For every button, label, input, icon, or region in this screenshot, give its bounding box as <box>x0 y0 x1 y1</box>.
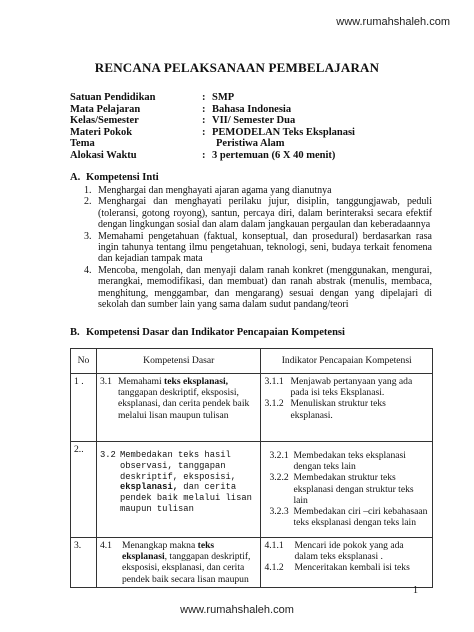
list-item <box>84 231 432 265</box>
colon: : <box>202 115 206 126</box>
indicator-text: Mencari ide pokok yang ada dalam teks eksplanasi . <box>294 540 404 563</box>
table-header-row <box>71 349 433 374</box>
kd-code: 3.1 <box>99 376 112 387</box>
row-number: 3. <box>71 538 97 588</box>
kd-text <box>118 376 258 421</box>
section-b-heading <box>70 327 345 338</box>
item-number: 2. <box>84 196 92 208</box>
identity-value: VII/ Semester Dua <box>212 115 296 126</box>
indicator-entry <box>264 398 429 420</box>
kd-emphasis: teks eksplanasi <box>121 540 215 563</box>
section-letter: A. <box>70 172 81 183</box>
indicator-entry <box>264 562 429 573</box>
indicator-cell <box>261 442 433 538</box>
kompetensi-inti-list <box>84 185 432 310</box>
page-number: 1 <box>413 585 418 596</box>
kd-rest: , tanggapan deskriptif, eksposisi, eksplanasi, dan cerita pendek baik secara lisan maupun <box>121 551 251 585</box>
item-text: Mencoba, mengolah, dan menyaji dalam ranah konkret (menggunakan, mengurai, merangkai, memodifikasi, dan membuat) dan ranah abstrak (menulis, membaca, menghitung, menggambar, dan mengarang) sesuai dengan yang dipelajari di sekolah dan sumber lain yang sama dalam sudut pandang/teori <box>98 264 432 311</box>
colon: : <box>202 149 206 161</box>
kd-lead: Membedakan teks hasil observasi, tanggapan deskriptif, eksposisi, <box>119 450 237 482</box>
kd-text <box>120 450 258 515</box>
identity-row <box>70 115 355 127</box>
kd-rest: tanggapan deskriptif, eksposisi, eksplanasi, dan cerita pendek baik melalui lisan maupun tulisan <box>117 387 250 421</box>
row-number: 2.. <box>71 442 97 538</box>
item-number: 1. <box>84 185 92 196</box>
identity-block <box>70 92 355 161</box>
indicator-entry <box>269 472 429 506</box>
identity-value: SMP <box>212 92 235 103</box>
identity-value: PEMODELAN Teks Eksplanasi <box>212 126 355 138</box>
list-item <box>84 185 432 196</box>
indicator-entry <box>269 450 429 472</box>
indicator-text: Menuliskan struktur teks eksplanasi. <box>290 398 386 421</box>
indicator-text: Membedakan ciri –ciri kebahasaan teks eksplanasi dengan teks lain <box>293 506 428 529</box>
section-title: Kompetensi Inti <box>86 172 159 183</box>
column-header-no: No <box>71 349 97 374</box>
indicator-code: 3.2.1 <box>269 450 289 461</box>
site-url-footer: www.rumahshaleh.com <box>180 604 294 616</box>
identity-row <box>70 127 355 139</box>
identity-label: Kelas/Semester <box>70 115 139 126</box>
table-row <box>71 538 433 588</box>
identity-row <box>70 138 355 150</box>
kd-entry <box>100 376 258 421</box>
colon: : <box>202 92 206 103</box>
kd-entry <box>100 540 258 585</box>
item-text: Memahami pengetahuan (faktual, konseptual, dan prosedural) berdasarkan rasa ingin tahunya tentang ilmu pengetahuan, teknologi, seni, budaya terkait fenomena dan kejadian tampak mata <box>98 230 432 265</box>
kd-cell <box>96 442 261 538</box>
kd-rest: dan cerita pendek baik melalui lisan maupun tulisan <box>119 482 252 514</box>
item-number: 4. <box>84 264 92 276</box>
indicator-text: Menjawab pertanyaan yang ada pada isi teks Eksplanasi. <box>290 376 413 399</box>
identity-label: Alokasi Waktu <box>70 149 137 161</box>
colon <box>202 138 212 150</box>
list-item <box>84 196 432 230</box>
identity-value: Peristiwa Alam <box>216 138 285 149</box>
identity-value: 3 pertemuan (6 X 40 menit) <box>212 149 336 161</box>
identity-row <box>70 150 355 162</box>
indicator-code: 3.2.3 <box>269 506 289 518</box>
indicator-text: Membedakan struktur teks eksplanasi dengan struktur teks lain <box>293 472 414 506</box>
site-url-header: www.rumahshaleh.com <box>336 16 450 28</box>
colon: : <box>202 126 206 138</box>
kd-code: 3.2 <box>99 450 116 460</box>
colon: : <box>202 103 206 115</box>
indicator-entry <box>269 506 429 528</box>
kd-lead: Memahami <box>117 376 165 387</box>
kd-cell <box>96 374 261 442</box>
indicator-text: Membedakan teks eksplanasi dengan teks lain <box>293 450 406 473</box>
table-row <box>71 374 433 442</box>
kd-entry <box>100 450 258 515</box>
indicator-code: 4.1.1 <box>264 540 284 551</box>
kd-emphasis: eksplanasi, <box>119 482 179 493</box>
kd-lead: Menangkap makna <box>121 540 198 551</box>
column-header-kd: Kompetensi Dasar <box>96 349 261 374</box>
indicator-text: Menceritakan kembali isi teks <box>294 562 410 574</box>
identity-row <box>70 92 355 104</box>
item-number: 3. <box>84 230 92 242</box>
identity-value: Bahasa Indonesia <box>212 103 292 115</box>
kd-text <box>122 540 258 585</box>
competency-table <box>70 348 433 588</box>
indicator-entry <box>264 376 429 398</box>
item-text: Menghargai dan menghayati perilaku jujur, disiplin, tanggungjawab, peduli (toleransi, gotong royong), santun, percaya diri, dalam berinteraksi secara efektif dengan lingkungan sosial dan alam dalam jangkauan pergaulan dan keberadaannya <box>98 196 432 231</box>
column-header-indicator: Indikator Pencapaian Kompetensi <box>261 349 433 374</box>
kd-code: 4.1 <box>99 540 112 551</box>
table-row <box>71 442 433 538</box>
document-title: RENCANA PELAKSANAAN PEMBELAJARAN <box>94 60 380 75</box>
identity-label: Tema <box>70 138 95 149</box>
identity-label: Satuan Pendidikan <box>70 92 156 103</box>
identity-label: Materi Pokok <box>70 126 133 138</box>
identity-row <box>70 104 355 116</box>
row-number: 1 . <box>71 374 97 442</box>
item-text: Menghargai dan menghayati ajaran agama yang dianutnya <box>98 185 332 196</box>
identity-label: Mata Pelajaran <box>70 103 141 115</box>
kd-emphasis: teks eksplanasi, <box>164 376 229 387</box>
indicator-cell <box>261 538 433 588</box>
indicator-cell <box>261 374 433 442</box>
section-title: Kompetensi Dasar dan Indikator Pencapaian Kompetensi <box>86 327 345 338</box>
section-letter: B. <box>70 327 80 338</box>
kd-cell <box>96 538 261 588</box>
indicator-code: 3.1.1 <box>264 376 284 387</box>
indicator-code: 4.1.2 <box>264 562 284 574</box>
indicator-code: 3.2.2 <box>269 472 289 484</box>
section-a-heading <box>70 172 159 183</box>
indicator-entry <box>264 540 429 562</box>
indicator-code: 3.1.2 <box>264 398 284 410</box>
list-item <box>84 265 432 311</box>
